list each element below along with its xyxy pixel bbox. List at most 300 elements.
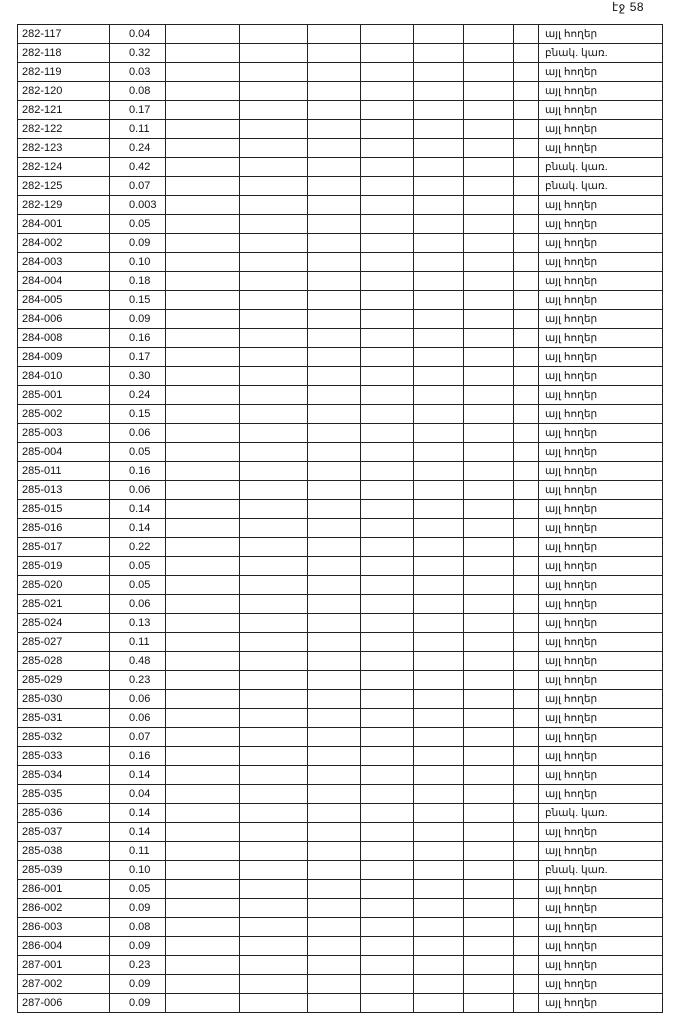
empty-cell <box>361 766 414 785</box>
empty-cell <box>514 25 539 44</box>
empty-cell <box>464 785 514 804</box>
empty-cell <box>308 386 361 405</box>
table-row <box>18 823 663 842</box>
empty-cell <box>361 462 414 481</box>
empty-cell <box>240 44 308 63</box>
empty-cell <box>361 139 414 158</box>
empty-cell <box>514 994 539 1013</box>
area-cell: 0.05 <box>110 880 166 899</box>
empty-cell <box>464 101 514 120</box>
empty-cell <box>240 690 308 709</box>
empty-cell <box>414 215 464 234</box>
area-cell: 0.32 <box>110 44 166 63</box>
empty-cell <box>464 405 514 424</box>
empty-cell <box>514 367 539 386</box>
empty-cell <box>514 747 539 766</box>
table-row <box>18 576 663 595</box>
land-type-cell: այլ հողեր <box>539 291 663 310</box>
empty-cell <box>514 196 539 215</box>
empty-cell <box>166 500 240 519</box>
empty-cell <box>414 44 464 63</box>
empty-cell <box>464 538 514 557</box>
empty-cell <box>166 785 240 804</box>
area-cell: 0.18 <box>110 272 166 291</box>
parcel-code-cell: 285-004 <box>18 443 110 462</box>
empty-cell <box>240 405 308 424</box>
empty-cell <box>240 519 308 538</box>
parcel-code-cell: 284-002 <box>18 234 110 253</box>
empty-cell <box>414 956 464 975</box>
empty-cell <box>514 633 539 652</box>
empty-cell <box>308 348 361 367</box>
empty-cell <box>414 709 464 728</box>
empty-cell <box>240 462 308 481</box>
empty-cell <box>361 538 414 557</box>
table-row <box>18 918 663 937</box>
table-row <box>18 690 663 709</box>
empty-cell <box>361 424 414 443</box>
empty-cell <box>240 633 308 652</box>
land-type-cell: այլ հողեր <box>539 253 663 272</box>
empty-cell <box>308 899 361 918</box>
empty-cell <box>308 595 361 614</box>
area-cell: 0.22 <box>110 538 166 557</box>
area-cell: 0.03 <box>110 63 166 82</box>
empty-cell <box>464 709 514 728</box>
empty-cell <box>414 595 464 614</box>
empty-cell <box>414 63 464 82</box>
parcel-code-cell: 285-029 <box>18 671 110 690</box>
empty-cell <box>464 348 514 367</box>
parcel-code-cell: 285-039 <box>18 861 110 880</box>
empty-cell <box>308 994 361 1013</box>
land-type-cell: բնակ. կառ. <box>539 861 663 880</box>
empty-cell <box>166 557 240 576</box>
empty-cell <box>166 671 240 690</box>
empty-cell <box>464 234 514 253</box>
empty-cell <box>240 975 308 994</box>
empty-cell <box>514 804 539 823</box>
empty-cell <box>514 291 539 310</box>
empty-cell <box>308 443 361 462</box>
empty-cell <box>308 576 361 595</box>
empty-cell <box>361 918 414 937</box>
table-row <box>18 937 663 956</box>
empty-cell <box>414 557 464 576</box>
table-row <box>18 139 663 158</box>
table-row <box>18 44 663 63</box>
land-type-cell: այլ հողեր <box>539 538 663 557</box>
empty-cell <box>414 82 464 101</box>
empty-cell <box>414 690 464 709</box>
area-cell: 0.16 <box>110 747 166 766</box>
empty-cell <box>361 557 414 576</box>
empty-cell <box>240 443 308 462</box>
empty-cell <box>361 671 414 690</box>
empty-cell <box>240 158 308 177</box>
empty-cell <box>166 82 240 101</box>
empty-cell <box>240 804 308 823</box>
land-type-cell: այլ հողեր <box>539 994 663 1013</box>
empty-cell <box>361 310 414 329</box>
area-cell: 0.06 <box>110 424 166 443</box>
empty-cell <box>361 595 414 614</box>
land-parcel-table <box>17 24 663 1013</box>
land-type-cell: այլ հողեր <box>539 329 663 348</box>
empty-cell <box>361 880 414 899</box>
empty-cell <box>308 747 361 766</box>
land-type-cell: բնակ. կառ. <box>539 44 663 63</box>
empty-cell <box>308 519 361 538</box>
empty-cell <box>308 937 361 956</box>
land-type-cell: այլ հողեր <box>539 500 663 519</box>
parcel-code-cell: 282-124 <box>18 158 110 177</box>
empty-cell <box>166 272 240 291</box>
land-type-cell: բնակ. կառ. <box>539 177 663 196</box>
empty-cell <box>414 329 464 348</box>
land-type-cell: այլ հողեր <box>539 63 663 82</box>
empty-cell <box>414 443 464 462</box>
empty-cell <box>166 310 240 329</box>
parcel-code-cell: 284-006 <box>18 310 110 329</box>
empty-cell <box>240 177 308 196</box>
land-type-cell: այլ հողեր <box>539 101 663 120</box>
table-row <box>18 82 663 101</box>
empty-cell <box>414 196 464 215</box>
empty-cell <box>240 595 308 614</box>
table-row <box>18 766 663 785</box>
empty-cell <box>166 861 240 880</box>
empty-cell <box>308 861 361 880</box>
empty-cell <box>514 899 539 918</box>
empty-cell <box>240 823 308 842</box>
empty-cell <box>414 538 464 557</box>
empty-cell <box>464 443 514 462</box>
empty-cell <box>240 101 308 120</box>
empty-cell <box>514 329 539 348</box>
parcel-code-cell: 285-037 <box>18 823 110 842</box>
parcel-code-cell: 282-129 <box>18 196 110 215</box>
table-row <box>18 785 663 804</box>
empty-cell <box>414 975 464 994</box>
empty-cell <box>240 937 308 956</box>
empty-cell <box>240 481 308 500</box>
empty-cell <box>514 652 539 671</box>
area-cell: 0.17 <box>110 101 166 120</box>
table-row <box>18 994 663 1013</box>
table-row <box>18 804 663 823</box>
parcel-code-cell: 285-011 <box>18 462 110 481</box>
empty-cell <box>414 462 464 481</box>
parcel-code-cell: 282-121 <box>18 101 110 120</box>
land-type-cell: այլ հողեր <box>539 310 663 329</box>
empty-cell <box>166 880 240 899</box>
empty-cell <box>514 234 539 253</box>
empty-cell <box>308 367 361 386</box>
parcel-code-cell: 285-036 <box>18 804 110 823</box>
empty-cell <box>514 842 539 861</box>
empty-cell <box>514 576 539 595</box>
area-cell: 0.23 <box>110 956 166 975</box>
area-cell: 0.42 <box>110 158 166 177</box>
empty-cell <box>361 101 414 120</box>
empty-cell <box>240 576 308 595</box>
empty-cell <box>514 785 539 804</box>
empty-cell <box>166 386 240 405</box>
empty-cell <box>166 63 240 82</box>
empty-cell <box>464 690 514 709</box>
empty-cell <box>464 918 514 937</box>
empty-cell <box>514 310 539 329</box>
empty-cell <box>308 44 361 63</box>
land-type-cell: այլ հողեր <box>539 82 663 101</box>
empty-cell <box>514 101 539 120</box>
empty-cell <box>414 804 464 823</box>
empty-cell <box>514 519 539 538</box>
empty-cell <box>308 804 361 823</box>
empty-cell <box>414 880 464 899</box>
empty-cell <box>464 595 514 614</box>
parcel-code-cell: 284-004 <box>18 272 110 291</box>
parcel-code-cell: 285-020 <box>18 576 110 595</box>
empty-cell <box>464 196 514 215</box>
land-type-cell: այլ հողեր <box>539 272 663 291</box>
empty-cell <box>464 44 514 63</box>
empty-cell <box>414 405 464 424</box>
parcel-code-cell: 284-010 <box>18 367 110 386</box>
parcel-code-cell: 282-123 <box>18 139 110 158</box>
empty-cell <box>514 880 539 899</box>
empty-cell <box>464 633 514 652</box>
parcel-code-cell: 285-019 <box>18 557 110 576</box>
empty-cell <box>361 861 414 880</box>
empty-cell <box>308 652 361 671</box>
empty-cell <box>240 500 308 519</box>
empty-cell <box>514 44 539 63</box>
empty-cell <box>464 120 514 139</box>
empty-cell <box>361 291 414 310</box>
table-row <box>18 709 663 728</box>
table-row <box>18 424 663 443</box>
table-row <box>18 177 663 196</box>
empty-cell <box>414 120 464 139</box>
parcel-code-cell: 287-002 <box>18 975 110 994</box>
empty-cell <box>240 918 308 937</box>
empty-cell <box>240 994 308 1013</box>
empty-cell <box>240 614 308 633</box>
land-type-cell: այլ հողեր <box>539 196 663 215</box>
parcel-code-cell: 282-122 <box>18 120 110 139</box>
empty-cell <box>464 861 514 880</box>
empty-cell <box>464 557 514 576</box>
table-row <box>18 405 663 424</box>
empty-cell <box>361 785 414 804</box>
empty-cell <box>361 652 414 671</box>
empty-cell <box>414 310 464 329</box>
area-cell: 0.11 <box>110 633 166 652</box>
empty-cell <box>514 671 539 690</box>
empty-cell <box>166 804 240 823</box>
empty-cell <box>361 443 414 462</box>
empty-cell <box>166 291 240 310</box>
empty-cell <box>464 462 514 481</box>
table-row <box>18 595 663 614</box>
empty-cell <box>464 291 514 310</box>
parcel-code-cell: 285-035 <box>18 785 110 804</box>
empty-cell <box>166 25 240 44</box>
parcel-code-cell: 287-001 <box>18 956 110 975</box>
empty-cell <box>464 329 514 348</box>
empty-cell <box>308 462 361 481</box>
empty-cell <box>464 880 514 899</box>
land-type-cell: այլ հողեր <box>539 785 663 804</box>
empty-cell <box>166 329 240 348</box>
empty-cell <box>240 766 308 785</box>
empty-cell <box>361 177 414 196</box>
empty-cell <box>166 633 240 652</box>
empty-cell <box>308 481 361 500</box>
empty-cell <box>240 652 308 671</box>
empty-cell <box>166 766 240 785</box>
empty-cell <box>414 367 464 386</box>
empty-cell <box>308 823 361 842</box>
land-type-cell: այլ հողեր <box>539 462 663 481</box>
area-cell: 0.11 <box>110 842 166 861</box>
empty-cell <box>240 215 308 234</box>
land-type-cell: բնակ. կառ. <box>539 804 663 823</box>
empty-cell <box>308 177 361 196</box>
parcel-code-cell: 285-031 <box>18 709 110 728</box>
parcel-code-cell: 286-004 <box>18 937 110 956</box>
empty-cell <box>414 918 464 937</box>
parcel-code-cell: 282-125 <box>18 177 110 196</box>
empty-cell <box>414 766 464 785</box>
empty-cell <box>464 823 514 842</box>
table-row <box>18 196 663 215</box>
empty-cell <box>414 177 464 196</box>
table-row <box>18 538 663 557</box>
table-row <box>18 614 663 633</box>
table-row <box>18 158 663 177</box>
empty-cell <box>308 500 361 519</box>
area-cell: 0.13 <box>110 614 166 633</box>
empty-cell <box>166 424 240 443</box>
area-cell: 0.06 <box>110 481 166 500</box>
empty-cell <box>414 481 464 500</box>
table-row <box>18 253 663 272</box>
empty-cell <box>514 443 539 462</box>
area-cell: 0.04 <box>110 785 166 804</box>
empty-cell <box>414 633 464 652</box>
empty-cell <box>414 747 464 766</box>
land-type-cell: այլ հողեր <box>539 595 663 614</box>
empty-cell <box>308 310 361 329</box>
empty-cell <box>464 994 514 1013</box>
empty-cell <box>240 842 308 861</box>
empty-cell <box>514 614 539 633</box>
table-row <box>18 367 663 386</box>
empty-cell <box>361 63 414 82</box>
area-cell: 0.10 <box>110 861 166 880</box>
empty-cell <box>514 348 539 367</box>
parcel-code-cell: 284-005 <box>18 291 110 310</box>
land-type-cell: այլ հողեր <box>539 215 663 234</box>
empty-cell <box>166 956 240 975</box>
empty-cell <box>308 234 361 253</box>
empty-cell <box>308 633 361 652</box>
empty-cell <box>166 405 240 424</box>
empty-cell <box>240 272 308 291</box>
land-type-cell: այլ հողեր <box>539 652 663 671</box>
empty-cell <box>240 424 308 443</box>
empty-cell <box>240 82 308 101</box>
empty-cell <box>240 785 308 804</box>
empty-cell <box>464 158 514 177</box>
area-cell: 0.07 <box>110 728 166 747</box>
land-type-cell: այլ հողեր <box>539 443 663 462</box>
empty-cell <box>308 291 361 310</box>
table-row <box>18 842 663 861</box>
empty-cell <box>514 937 539 956</box>
table-row <box>18 557 663 576</box>
area-cell: 0.48 <box>110 652 166 671</box>
empty-cell <box>514 481 539 500</box>
area-cell: 0.14 <box>110 823 166 842</box>
empty-cell <box>514 595 539 614</box>
empty-cell <box>166 519 240 538</box>
empty-cell <box>514 215 539 234</box>
parcel-code-cell: 285-021 <box>18 595 110 614</box>
empty-cell <box>361 576 414 595</box>
empty-cell <box>240 291 308 310</box>
area-cell: 0.24 <box>110 139 166 158</box>
empty-cell <box>514 405 539 424</box>
empty-cell <box>464 82 514 101</box>
table-row <box>18 386 663 405</box>
area-cell: 0.30 <box>110 367 166 386</box>
area-cell: 0.05 <box>110 557 166 576</box>
empty-cell <box>514 690 539 709</box>
empty-cell <box>240 329 308 348</box>
empty-cell <box>361 367 414 386</box>
land-type-cell: այլ հողեր <box>539 975 663 994</box>
land-type-cell: այլ հողեր <box>539 823 663 842</box>
parcel-code-cell: 285-003 <box>18 424 110 443</box>
parcel-code-cell: 285-038 <box>18 842 110 861</box>
empty-cell <box>464 386 514 405</box>
empty-cell <box>361 975 414 994</box>
empty-cell <box>166 652 240 671</box>
empty-cell <box>361 823 414 842</box>
area-cell: 0.09 <box>110 234 166 253</box>
table-row <box>18 500 663 519</box>
empty-cell <box>240 25 308 44</box>
parcel-code-cell: 285-033 <box>18 747 110 766</box>
parcel-code-cell: 285-030 <box>18 690 110 709</box>
empty-cell <box>514 63 539 82</box>
land-type-cell: այլ հողեր <box>539 671 663 690</box>
empty-cell <box>166 975 240 994</box>
land-type-cell: բնակ. կառ. <box>539 158 663 177</box>
empty-cell <box>308 785 361 804</box>
empty-cell <box>464 519 514 538</box>
empty-cell <box>240 557 308 576</box>
empty-cell <box>361 158 414 177</box>
area-cell: 0.14 <box>110 766 166 785</box>
table-row <box>18 310 663 329</box>
empty-cell <box>361 519 414 538</box>
empty-cell <box>514 158 539 177</box>
